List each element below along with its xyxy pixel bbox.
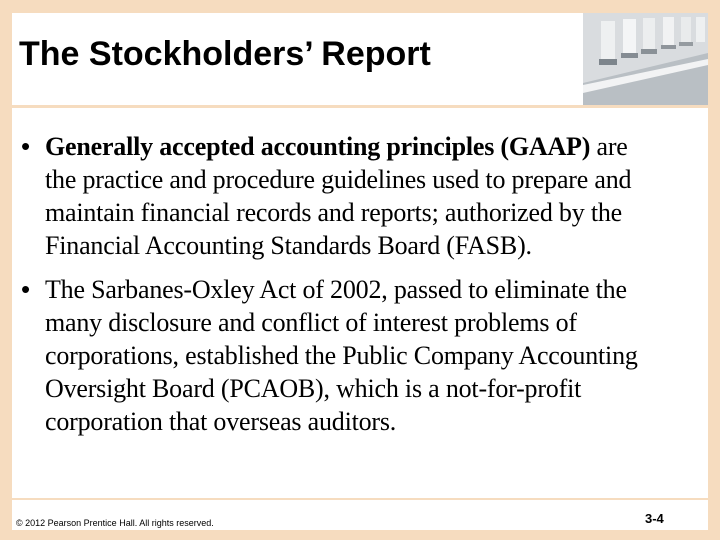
bullet-line: corporations, established the Public Company Accounting [45,341,638,370]
bullet-line: maintain financial records and reports; authorized by the [45,198,622,227]
bullet-line [45,130,705,163]
bullet-marker: • [21,274,31,304]
title-panel [12,13,583,105]
bullet-line: many disclosure and conflict of interest problems of [45,308,577,337]
footer-panel [12,500,708,530]
bullet-line: The Sarbanes-Oxley Act of 2002, passed to eliminate the [45,275,627,304]
bullet-text: are [590,132,628,161]
bullet-line: the practice and procedure guidelines used to prepare and [45,165,632,194]
copyright-notice: © 2012 Pearson Prentice Hall. All rights reserved. [16,518,214,528]
boardroom-chairs-photo [583,13,708,105]
bullet-marker: • [21,131,31,161]
bold-term: Generally accepted accounting principles (GAAP) [45,132,591,161]
boardroom-chairs-image [583,13,708,105]
slide-number: 3-4 [645,511,664,526]
bullet-line: Oversight Board (PCAOB), which is a not-for-profit [45,374,582,403]
content-panel [12,108,708,498]
bullet-line: Financial Accounting Standards Board (FASB). [45,231,532,260]
slide-title: The Stockholders’ Report [19,35,431,73]
bullet-line: corporation that overseas auditors. [45,407,397,436]
bullet-gaap [21,130,705,262]
bullet-sarbanes-oxley [21,273,705,438]
